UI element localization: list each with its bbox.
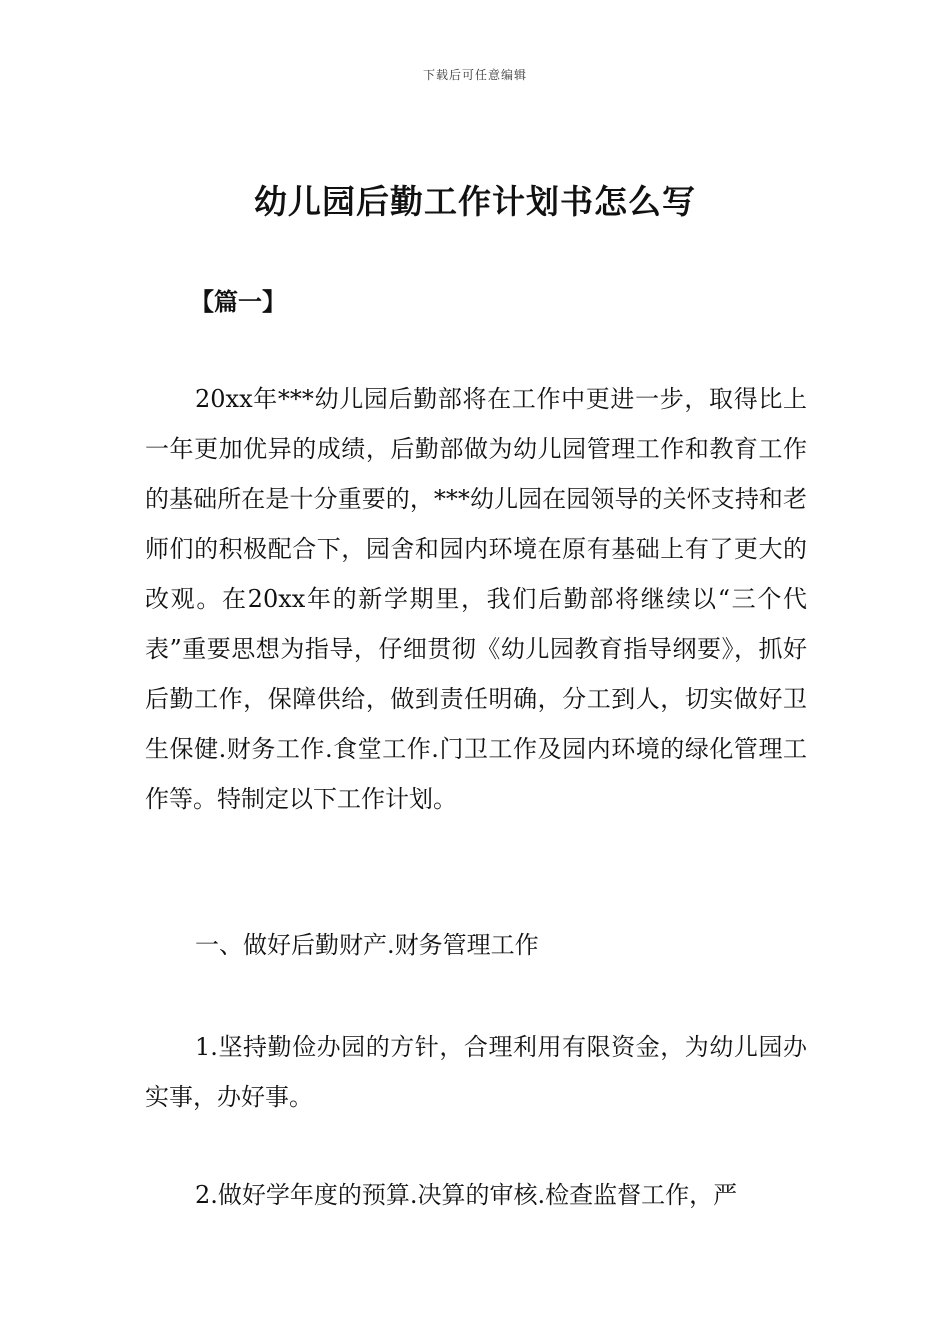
intro-paragraph: 20xx年***幼儿园后勤部将在工作中更进一步，取得比上一年更加优异的成绩，后勤部做为幼儿园管理工作和教育工作的基础所在是十分重要的，***幼儿园在园领导的关怀支持和老师们的积极配合下，园舍和园内环境在原有基础上有了更大的改观。在20xx年的新学期里，我们后勤部将继续以“三个代表”重要思想为指导，仔细贯彻《幼儿园教育指导纲要》，抓好后勤工作，保障供给，做到责任明确，分工到人，切实做好卫生保健.财务工作.食堂工作.门卫工作及园内环境的绿化管理工作等。特制定以下工作计划。 <box>145 385 807 813</box>
list-item-two: 2.做好学年度的预算.决算的审核.检查监督工作，严 <box>195 1181 738 1209</box>
list-item-one: 1.坚持勤俭办园的方针，合理利用有限资金，为幼儿园办实事，办好事。 <box>145 1033 807 1111</box>
header-note: 下载后可任意编辑 <box>422 68 527 82</box>
section-heading-one: 一、做好后勤财产.财务管理工作 <box>195 931 539 959</box>
document-title: 幼儿园后勤工作计划书怎么写 <box>254 182 696 221</box>
section-label: 【篇一】 <box>190 288 286 316</box>
